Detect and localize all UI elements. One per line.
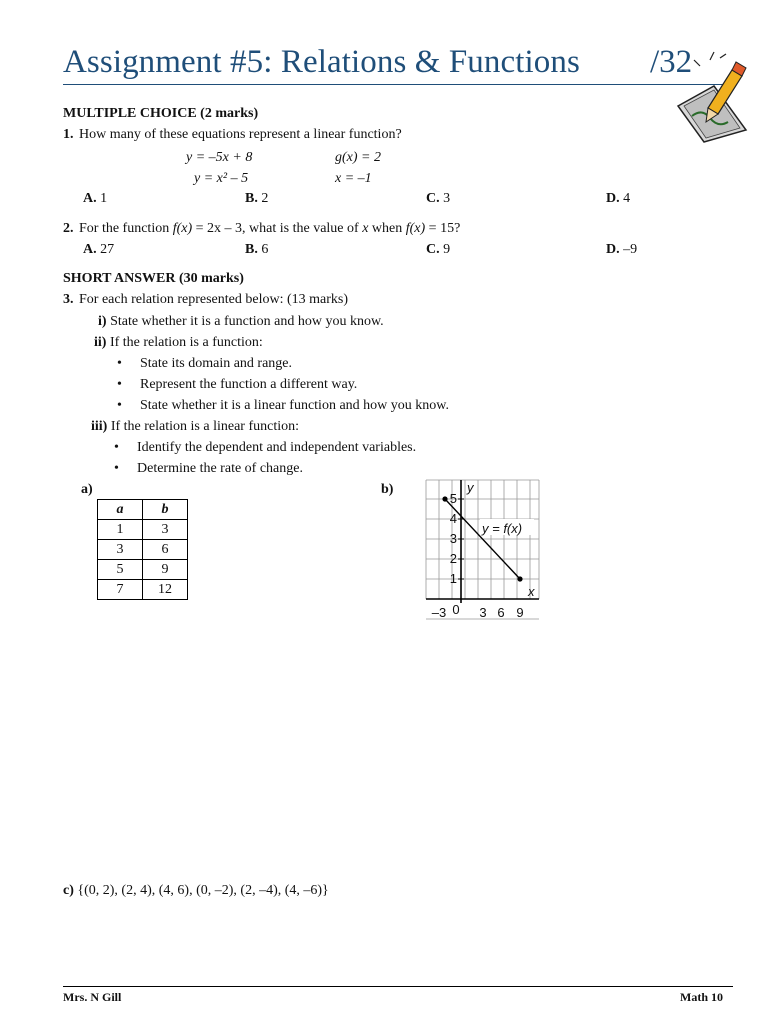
question-number: 2.	[63, 221, 74, 236]
bullet-domain-range: • State its domain and range.	[140, 356, 292, 372]
pencil-paper-icon	[670, 48, 758, 144]
table-row: 3 6	[98, 540, 188, 560]
option-b[interactable]: B. 6	[245, 242, 269, 257]
y-tick-label: 2	[449, 551, 457, 566]
part-c-label: c)	[63, 883, 74, 898]
equation-2: g(x) = 2	[335, 150, 381, 165]
question-number: 3.	[63, 292, 74, 307]
bullet-rate: • Determine the rate of change.	[137, 461, 303, 477]
table-row: 5 9	[98, 560, 188, 580]
sa-heading: SHORT ANSWER (30 marks)	[63, 271, 244, 286]
x-tick-label: 9	[516, 605, 524, 620]
instruction-ii: ii) If the relation is a function:	[94, 335, 263, 350]
equation-4: x = –1	[335, 171, 372, 186]
option-d[interactable]: D. –9	[606, 242, 638, 257]
instruction-iii: iii) If the relation is a linear function:	[91, 419, 299, 434]
option-c[interactable]: C. 9	[426, 242, 451, 257]
table-header: b	[143, 500, 188, 520]
y-tick-label: 3	[449, 531, 457, 546]
question-1	[63, 127, 402, 143]
relation-table	[97, 499, 188, 600]
mc-heading: MULTIPLE CHOICE (2 marks)	[63, 106, 259, 121]
part-a-label: a)	[81, 482, 93, 497]
y-tick-label: 1	[449, 571, 457, 586]
bullet-represent: • Represent the function a different way.	[140, 377, 357, 393]
table-header: a	[98, 500, 143, 520]
table-row: 7 12	[98, 580, 188, 600]
bullet-variables: • Identify the dependent and independent variables.	[137, 440, 416, 456]
table-row: 1 3	[98, 520, 188, 540]
footer-course: Math 10	[680, 990, 723, 1004]
line-end-point	[517, 576, 522, 581]
part-c	[63, 883, 329, 899]
question-text: How many of these equations represent a linear function?	[79, 127, 402, 142]
x-tick-label: 0	[452, 602, 460, 617]
title-divider	[63, 84, 723, 85]
equation-1: y = –5x + 8	[186, 150, 253, 165]
function-label: y = f(x)	[482, 521, 523, 536]
option-b[interactable]: B. 2	[245, 191, 269, 206]
y-axis-label: y	[467, 480, 474, 495]
x-tick-label: –3	[431, 605, 447, 620]
option-d[interactable]: D. 4	[606, 191, 631, 206]
bullet-linear: • State whether it is a linear function and how you know.	[140, 398, 449, 414]
footer-teacher: Mrs. N Gill	[63, 990, 122, 1004]
option-c[interactable]: C. 3	[426, 191, 451, 206]
question-2: 2. For the function f(x) = 2x – 3, what is the value of x when f(x) = 15?	[63, 221, 461, 236]
option-a[interactable]: A. 27	[83, 242, 115, 257]
line-start-point	[442, 496, 447, 501]
score-total: /32	[650, 44, 693, 80]
equation-3: y = x² – 5	[194, 171, 249, 186]
part-c-relation: {(0, 2), (2, 4), (4, 6), (0, –2), (2, –4), (4, –6)}	[77, 883, 329, 898]
function-graph	[425, 479, 541, 621]
question-text: For each relation represented below: (13 marks)	[79, 292, 349, 307]
y-tick-label: 4	[449, 511, 457, 526]
footer-divider	[63, 986, 733, 987]
question-number: 1.	[63, 127, 74, 142]
x-axis-label: x	[528, 584, 535, 599]
x-tick-label: 3	[479, 605, 487, 620]
instruction-i: i) State whether it is a function and how you know.	[98, 314, 384, 329]
x-tick-label: 6	[497, 605, 505, 620]
part-b-label: b)	[381, 482, 394, 497]
option-a[interactable]: A. 1	[83, 191, 108, 206]
y-tick-label: 5	[449, 491, 457, 506]
graph-grid	[426, 480, 539, 619]
question-3	[63, 292, 348, 308]
page-title: Assignment #5: Relations & Functions	[63, 44, 580, 80]
